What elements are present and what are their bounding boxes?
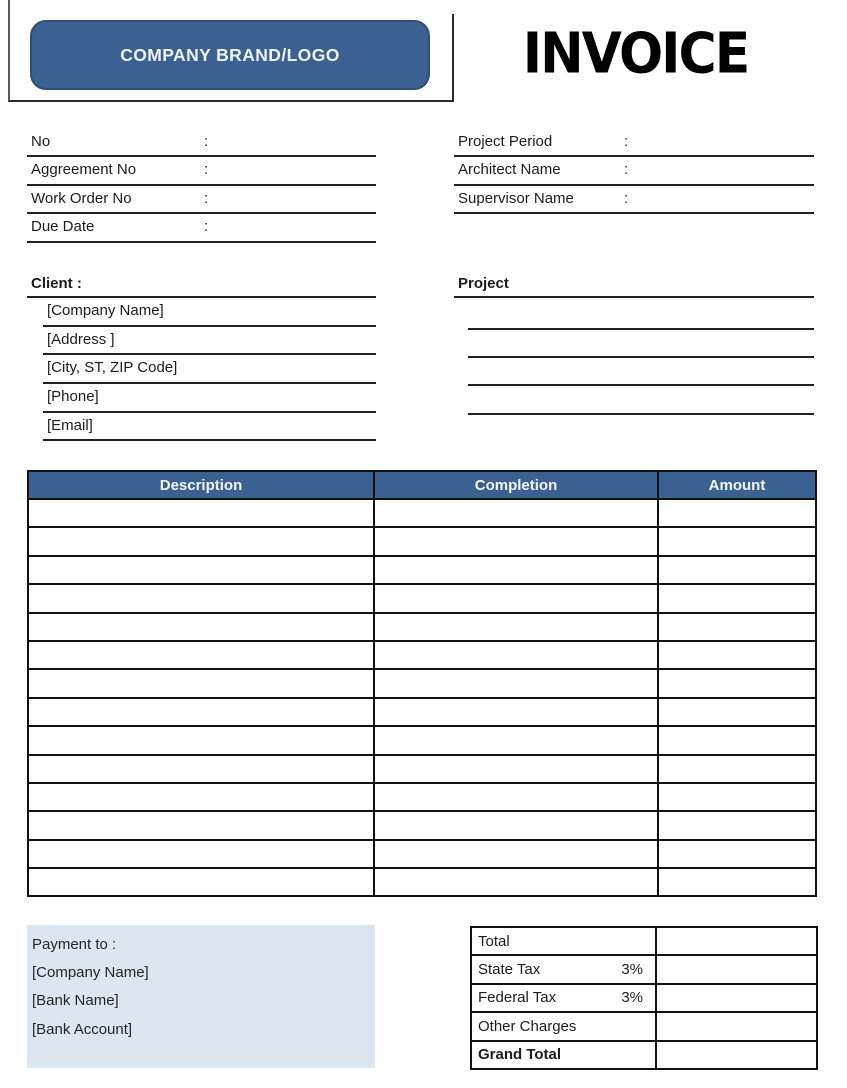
due-date-value-field[interactable] <box>222 214 376 240</box>
total-row <box>471 927 817 955</box>
company-logo-button[interactable] <box>30 20 430 90</box>
item-amount-cell[interactable] <box>658 499 816 527</box>
item-description-cell[interactable] <box>28 868 374 896</box>
item-completion-cell[interactable] <box>374 613 658 641</box>
client-company-name-field[interactable]: [Company Name] <box>43 298 376 327</box>
client-email-field[interactable]: [Email] <box>43 413 376 442</box>
company-logo-label: COMPANY BRAND/LOGO <box>120 44 340 65</box>
item-row <box>28 840 816 868</box>
item-description-cell[interactable] <box>28 840 374 868</box>
item-completion-cell[interactable] <box>374 783 658 811</box>
client-section <box>27 270 376 441</box>
item-description-cell[interactable] <box>28 584 374 612</box>
client-city-state-zip-field[interactable]: [City, ST, ZIP Code] <box>43 355 376 384</box>
field-row-architect-name <box>454 157 814 185</box>
work-order-no-label: Work Order No <box>31 189 132 207</box>
federal-tax-rate[interactable]: 3% <box>621 989 643 1007</box>
item-description-cell[interactable] <box>28 698 374 726</box>
client-rows <box>43 298 376 441</box>
grand-total-value-cell[interactable] <box>656 1041 817 1069</box>
item-completion-cell[interactable] <box>374 755 658 783</box>
colon-separator: : <box>624 189 629 207</box>
item-completion-cell[interactable] <box>374 669 658 697</box>
item-description-cell[interactable] <box>28 669 374 697</box>
field-row-project-period <box>454 129 814 157</box>
item-description-cell[interactable] <box>28 783 374 811</box>
field-row-agreement-no <box>27 157 376 185</box>
item-amount-cell[interactable] <box>658 527 816 555</box>
item-row <box>28 527 816 555</box>
item-completion-cell[interactable] <box>374 811 658 839</box>
agreement-no-label: Aggreement No <box>31 161 137 179</box>
state-tax-row <box>471 955 817 983</box>
item-amount-cell[interactable] <box>658 726 816 754</box>
no-value-field[interactable] <box>222 129 376 155</box>
state-tax-value-cell[interactable] <box>656 955 817 983</box>
header-divider-line <box>452 14 454 101</box>
field-row-work-order-no <box>27 186 376 214</box>
agreement-no-value-field[interactable] <box>222 157 376 183</box>
federal-tax-label: Federal Tax <box>478 989 557 1007</box>
description-column-header: Description <box>28 471 374 499</box>
federal-tax-row <box>471 984 817 1012</box>
architect-name-value-field[interactable] <box>649 157 814 183</box>
item-row <box>28 726 816 754</box>
item-amount-cell[interactable] <box>658 698 816 726</box>
item-amount-cell[interactable] <box>658 584 816 612</box>
field-row-due-date <box>27 214 376 242</box>
grand-total-label: Grand Total <box>478 1046 562 1064</box>
item-description-cell[interactable] <box>28 755 374 783</box>
invoice-meta-left <box>27 129 376 243</box>
item-completion-cell[interactable] <box>374 726 658 754</box>
item-row <box>28 584 816 612</box>
item-row <box>28 811 816 839</box>
other-charges-label: Other Charges <box>478 1017 577 1035</box>
project-rows <box>468 298 814 415</box>
payment-company-name-field[interactable]: [Company Name] <box>32 964 149 982</box>
item-completion-cell[interactable] <box>374 584 658 612</box>
payment-info-box <box>27 925 375 1068</box>
item-row <box>28 499 816 527</box>
item-completion-cell[interactable] <box>374 527 658 555</box>
item-row <box>28 698 816 726</box>
payment-bank-name-field[interactable]: [Bank Name] <box>32 992 119 1010</box>
architect-name-label: Architect Name <box>458 161 561 179</box>
item-amount-cell[interactable] <box>658 613 816 641</box>
item-description-cell[interactable] <box>28 726 374 754</box>
payment-bank-account-field[interactable]: [Bank Account] <box>32 1020 133 1038</box>
items-header-row <box>28 471 816 499</box>
federal-tax-value-cell[interactable] <box>656 984 817 1012</box>
item-amount-cell[interactable] <box>658 669 816 697</box>
items-table <box>27 470 817 897</box>
item-row <box>28 783 816 811</box>
totals-table <box>470 926 818 1070</box>
grand-total-row <box>471 1041 817 1069</box>
supervisor-name-value-field[interactable] <box>649 186 814 212</box>
colon-separator: : <box>624 133 629 150</box>
project-blank-line[interactable] <box>468 298 814 330</box>
item-description-cell[interactable] <box>28 811 374 839</box>
item-description-cell[interactable] <box>28 556 374 584</box>
project-period-label: Project Period <box>458 133 553 150</box>
item-row <box>28 755 816 783</box>
item-completion-cell[interactable] <box>374 868 658 896</box>
colon-separator: : <box>624 161 629 179</box>
colon-separator: : <box>204 133 209 150</box>
item-amount-cell[interactable] <box>658 868 816 896</box>
item-completion-cell[interactable] <box>374 641 658 669</box>
client-address-field[interactable]: [Address ] <box>43 327 376 356</box>
project-blank-line[interactable] <box>468 386 814 414</box>
supervisor-name-label: Supervisor Name <box>458 189 574 207</box>
client-phone-field[interactable]: [Phone] <box>43 384 376 413</box>
colon-separator: : <box>204 218 209 236</box>
item-amount-cell[interactable] <box>658 641 816 669</box>
due-date-label: Due Date <box>31 218 95 236</box>
item-amount-cell[interactable] <box>658 556 816 584</box>
item-description-cell[interactable] <box>28 499 374 527</box>
other-charges-value-cell[interactable] <box>656 1012 817 1040</box>
item-amount-cell[interactable] <box>658 840 816 868</box>
total-value-cell[interactable] <box>656 927 817 955</box>
project-blank-line[interactable] <box>468 330 814 358</box>
item-completion-cell[interactable] <box>374 499 658 527</box>
invoice-title: INVOICE <box>522 21 749 87</box>
field-row-no <box>27 129 376 157</box>
state-tax-label: State Tax <box>478 961 541 979</box>
other-charges-row <box>471 1012 817 1040</box>
work-order-no-value-field[interactable] <box>222 186 376 212</box>
project-section <box>454 270 814 415</box>
state-tax-rate[interactable]: 3% <box>621 961 643 979</box>
client-section-label: Client : <box>27 270 376 298</box>
item-description-cell[interactable] <box>28 641 374 669</box>
project-blank-line[interactable] <box>468 358 814 386</box>
item-description-cell[interactable] <box>28 527 374 555</box>
no-label: No <box>31 133 51 150</box>
item-amount-cell[interactable] <box>658 811 816 839</box>
item-row <box>28 556 816 584</box>
item-completion-cell[interactable] <box>374 698 658 726</box>
item-amount-cell[interactable] <box>658 783 816 811</box>
invoice-meta-right <box>454 129 814 214</box>
colon-separator: : <box>204 189 209 207</box>
total-label: Total <box>478 932 510 950</box>
project-section-label: Project <box>454 270 814 298</box>
item-amount-cell[interactable] <box>658 755 816 783</box>
item-row <box>28 613 816 641</box>
item-completion-cell[interactable] <box>374 556 658 584</box>
colon-separator: : <box>204 161 209 179</box>
item-description-cell[interactable] <box>28 613 374 641</box>
item-row <box>28 641 816 669</box>
payment-to-label: Payment to : <box>32 936 117 953</box>
item-row <box>28 669 816 697</box>
item-row <box>28 868 816 896</box>
project-period-value-field[interactable] <box>649 129 814 155</box>
amount-column-header: Amount <box>658 471 816 499</box>
item-completion-cell[interactable] <box>374 840 658 868</box>
field-row-supervisor-name <box>454 186 814 214</box>
completion-column-header: Completion <box>374 471 658 499</box>
